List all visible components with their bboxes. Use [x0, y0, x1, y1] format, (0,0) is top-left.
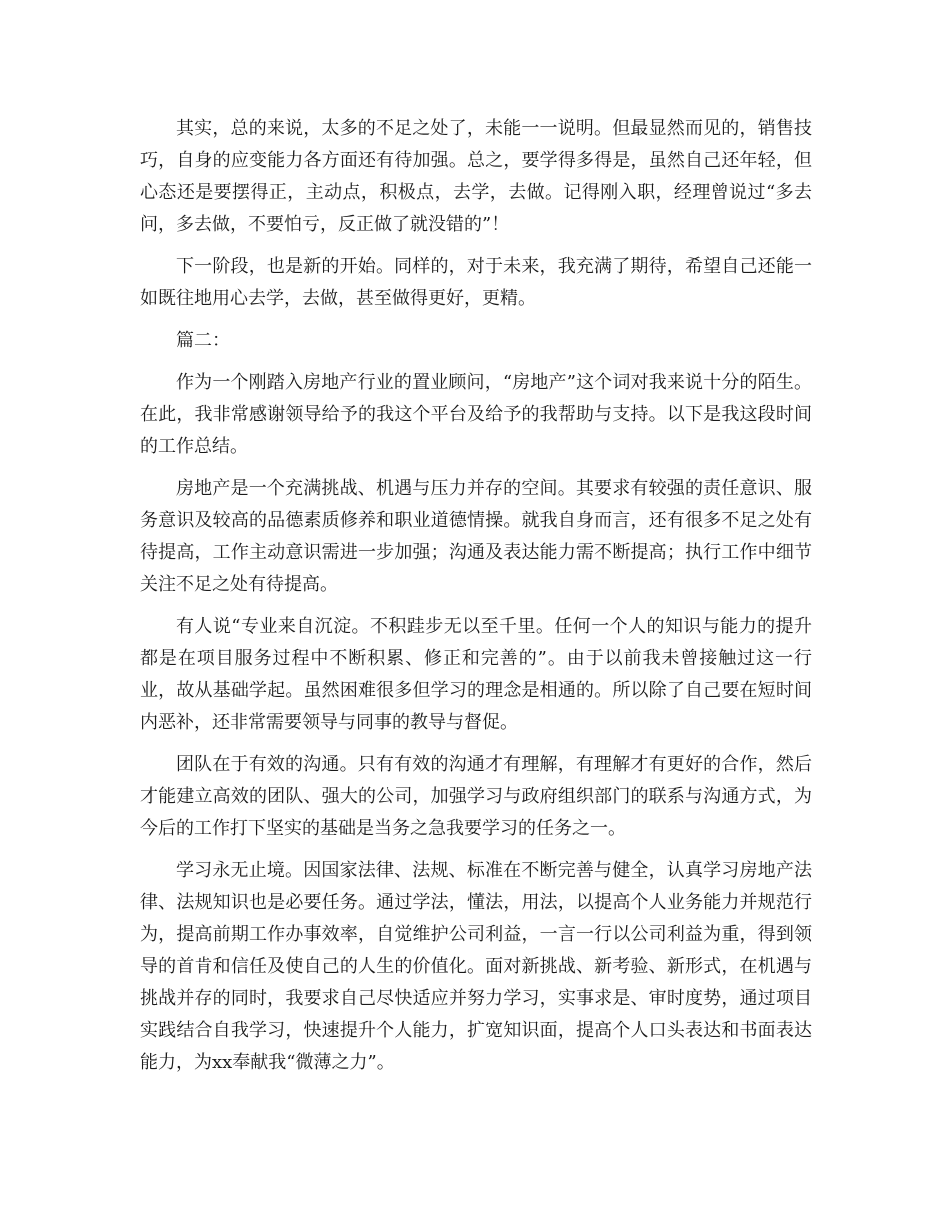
paragraph-2: 下一阶段，也是新的开始。同样的，对于未来，我充满了期待，希望自己还能一如既往地用心去学，去做，甚至做得更好，更精。 — [140, 256, 812, 309]
paragraph-3: 作为一个刚踏入房地产行业的置业顾问，“房地产”这个词对我来说十分的陌生。在此，我非常感谢领导给予的我这个平台及给予的我帮助与支持。以下是我这段时间的工作总结。 — [140, 372, 812, 457]
paragraph-5: 有人说“专业来自沉淀。不积跬步无以至千里。任何一个人的知识与能力的提升都是在项目服务过程中不断积累、修正和完善的”。由于以前我未曾接触过这一行业，故从基础学起。虽然困难很多但学习的理念是相通的。所以除了自己要在短时间内恶补，还非常需要领导与同事的教导与督促。 — [140, 616, 812, 733]
section-heading: 篇二： — [176, 330, 230, 351]
paragraph-4: 房地产是一个充满挑战、机遇与压力并存的空间。其要求有较强的责任意识、服务意识及较高的品德素质修养和职业道德情操。就我自身而言，还有很多不足之处有待提高，工作主动意识需进一步加强；沟通及表达能力需不断提高；执行工作中细节关注不足之处有待提高。 — [140, 478, 812, 595]
paragraph-7: 学习永无止境。因国家法律、法规、标准在不断完善与健全，认真学习房地产法律、法规知识也是必要任务。通过学法，懂法，用法，以提高个人业务能力并规范行为，提高前期工作办事效率，自觉维护公司利益，一言一行以公司利益为重，得到领导的首肯和信任及使自己的人生的价值化。面对新挑战、新考验、新形式，在机遇与挑战并存的同时，我要求自己尽快适应并努力学习，实事求是、审时度势，通过项目实践结合自我学习，快速提升个人能力，扩宽知识面，提高个人口头表达和书面表达能力，为xx奉献我“微薄之力”。 — [140, 860, 812, 1073]
paragraph-6: 团队在于有效的沟通。只有有效的沟通才有理解，有理解才有更好的合作，然后才能建立高效的团队、强大的公司，加强学习与政府组织部门的联系与沟通方式，为今后的工作打下坚实的基础是当务之急我要学习的任务之一。 — [140, 754, 812, 839]
document-body — [140, 113, 812, 1079]
paragraph-1: 其实，总的来说，太多的不足之处了，未能一一说明。但最显然而见的，销售技巧，自身的应变能力各方面还有待加强。总之，要学得多得是，虽然自己还年轻，但心态还是要摆得正，主动点，积极点，去学，去做。记得刚入职，经理曾说过“多去问，多去做，不要怕亏，反正做了就没错的”！ — [140, 118, 812, 235]
